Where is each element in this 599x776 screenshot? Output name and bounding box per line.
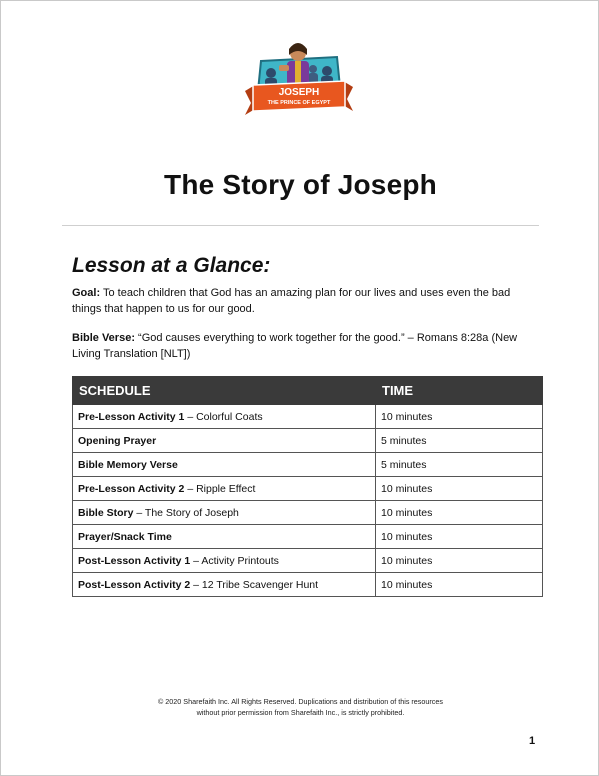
time-cell: 10 minutes [376, 501, 543, 525]
logo-title: JOSEPH [278, 87, 320, 98]
activity-label: Opening Prayer [78, 434, 157, 447]
goal-text: To teach children that God has an amazing plan for our lives and uses even the bad things that happen to us for our good. [72, 287, 511, 315]
logo-subtitle: THE PRINCE OF EGYPT [267, 100, 331, 106]
activity-label: Post-Lesson Activity 2 [78, 578, 191, 591]
activity-detail: – Activity Printouts [190, 554, 279, 567]
activity-cell [73, 525, 376, 549]
activity-label: Prayer/Snack Time [78, 530, 172, 543]
table-row [73, 429, 543, 453]
table-row [73, 501, 543, 525]
table-row [73, 549, 543, 573]
table-row [73, 477, 543, 501]
activity-detail: – Ripple Effect [184, 482, 256, 495]
copyright-line-2: without prior permission from Sharefaith Inc., is strictly prohibited. [196, 708, 405, 717]
schedule-column-header: SCHEDULE [73, 377, 376, 405]
joseph-lesson-logo [241, 35, 357, 131]
activity-detail: – The Story of Joseph [133, 506, 239, 519]
table-row [73, 453, 543, 477]
activity-label: Post-Lesson Activity 1 [78, 554, 191, 567]
activity-label: Pre-Lesson Activity 1 [78, 410, 185, 423]
bible-verse-label: Bible Verse: [72, 332, 135, 344]
activity-detail: – Colorful Coats [184, 410, 263, 423]
activity-label: Bible Memory Verse [78, 458, 178, 471]
time-column-header: TIME [376, 377, 543, 405]
activity-cell [73, 429, 376, 453]
time-cell: 5 minutes [376, 429, 543, 453]
activity-label: Bible Story [78, 506, 134, 519]
time-cell: 10 minutes [376, 549, 543, 573]
section-heading: Lesson at a Glance: [72, 254, 271, 277]
bible-verse-text: “God causes everything to work together for the good.” – Romans 8:28a (New Living Translation [NLT]) [72, 332, 518, 360]
schedule-table [72, 376, 543, 597]
activity-cell [73, 405, 376, 429]
table-row [73, 525, 543, 549]
time-cell: 10 minutes [376, 477, 543, 501]
time-cell: 10 minutes [376, 405, 543, 429]
page-number: 1 [529, 735, 536, 747]
goal-label: Goal: [72, 287, 101, 299]
time-cell: 10 minutes [376, 573, 543, 597]
table-row [73, 405, 543, 429]
activity-cell [73, 453, 376, 477]
copyright-footer [1, 696, 599, 718]
table-row [73, 573, 543, 597]
activity-cell [73, 549, 376, 573]
time-cell: 10 minutes [376, 525, 543, 549]
copyright-line-1: © 2020 Sharefaith Inc. All Rights Reserved. Duplications and distribution of this resources [158, 697, 443, 706]
title-divider [62, 225, 539, 226]
activity-cell [73, 501, 376, 525]
activity-cell [73, 573, 376, 597]
schedule-header-row [73, 377, 543, 405]
document-title: The Story of Joseph [164, 169, 437, 200]
time-cell: 5 minutes [376, 453, 543, 477]
activity-label: Pre-Lesson Activity 2 [78, 482, 185, 495]
bible-verse-paragraph [72, 330, 540, 362]
goal-paragraph [72, 285, 540, 317]
activity-cell [73, 477, 376, 501]
activity-detail: – 12 Tribe Scavenger Hunt [190, 578, 319, 591]
